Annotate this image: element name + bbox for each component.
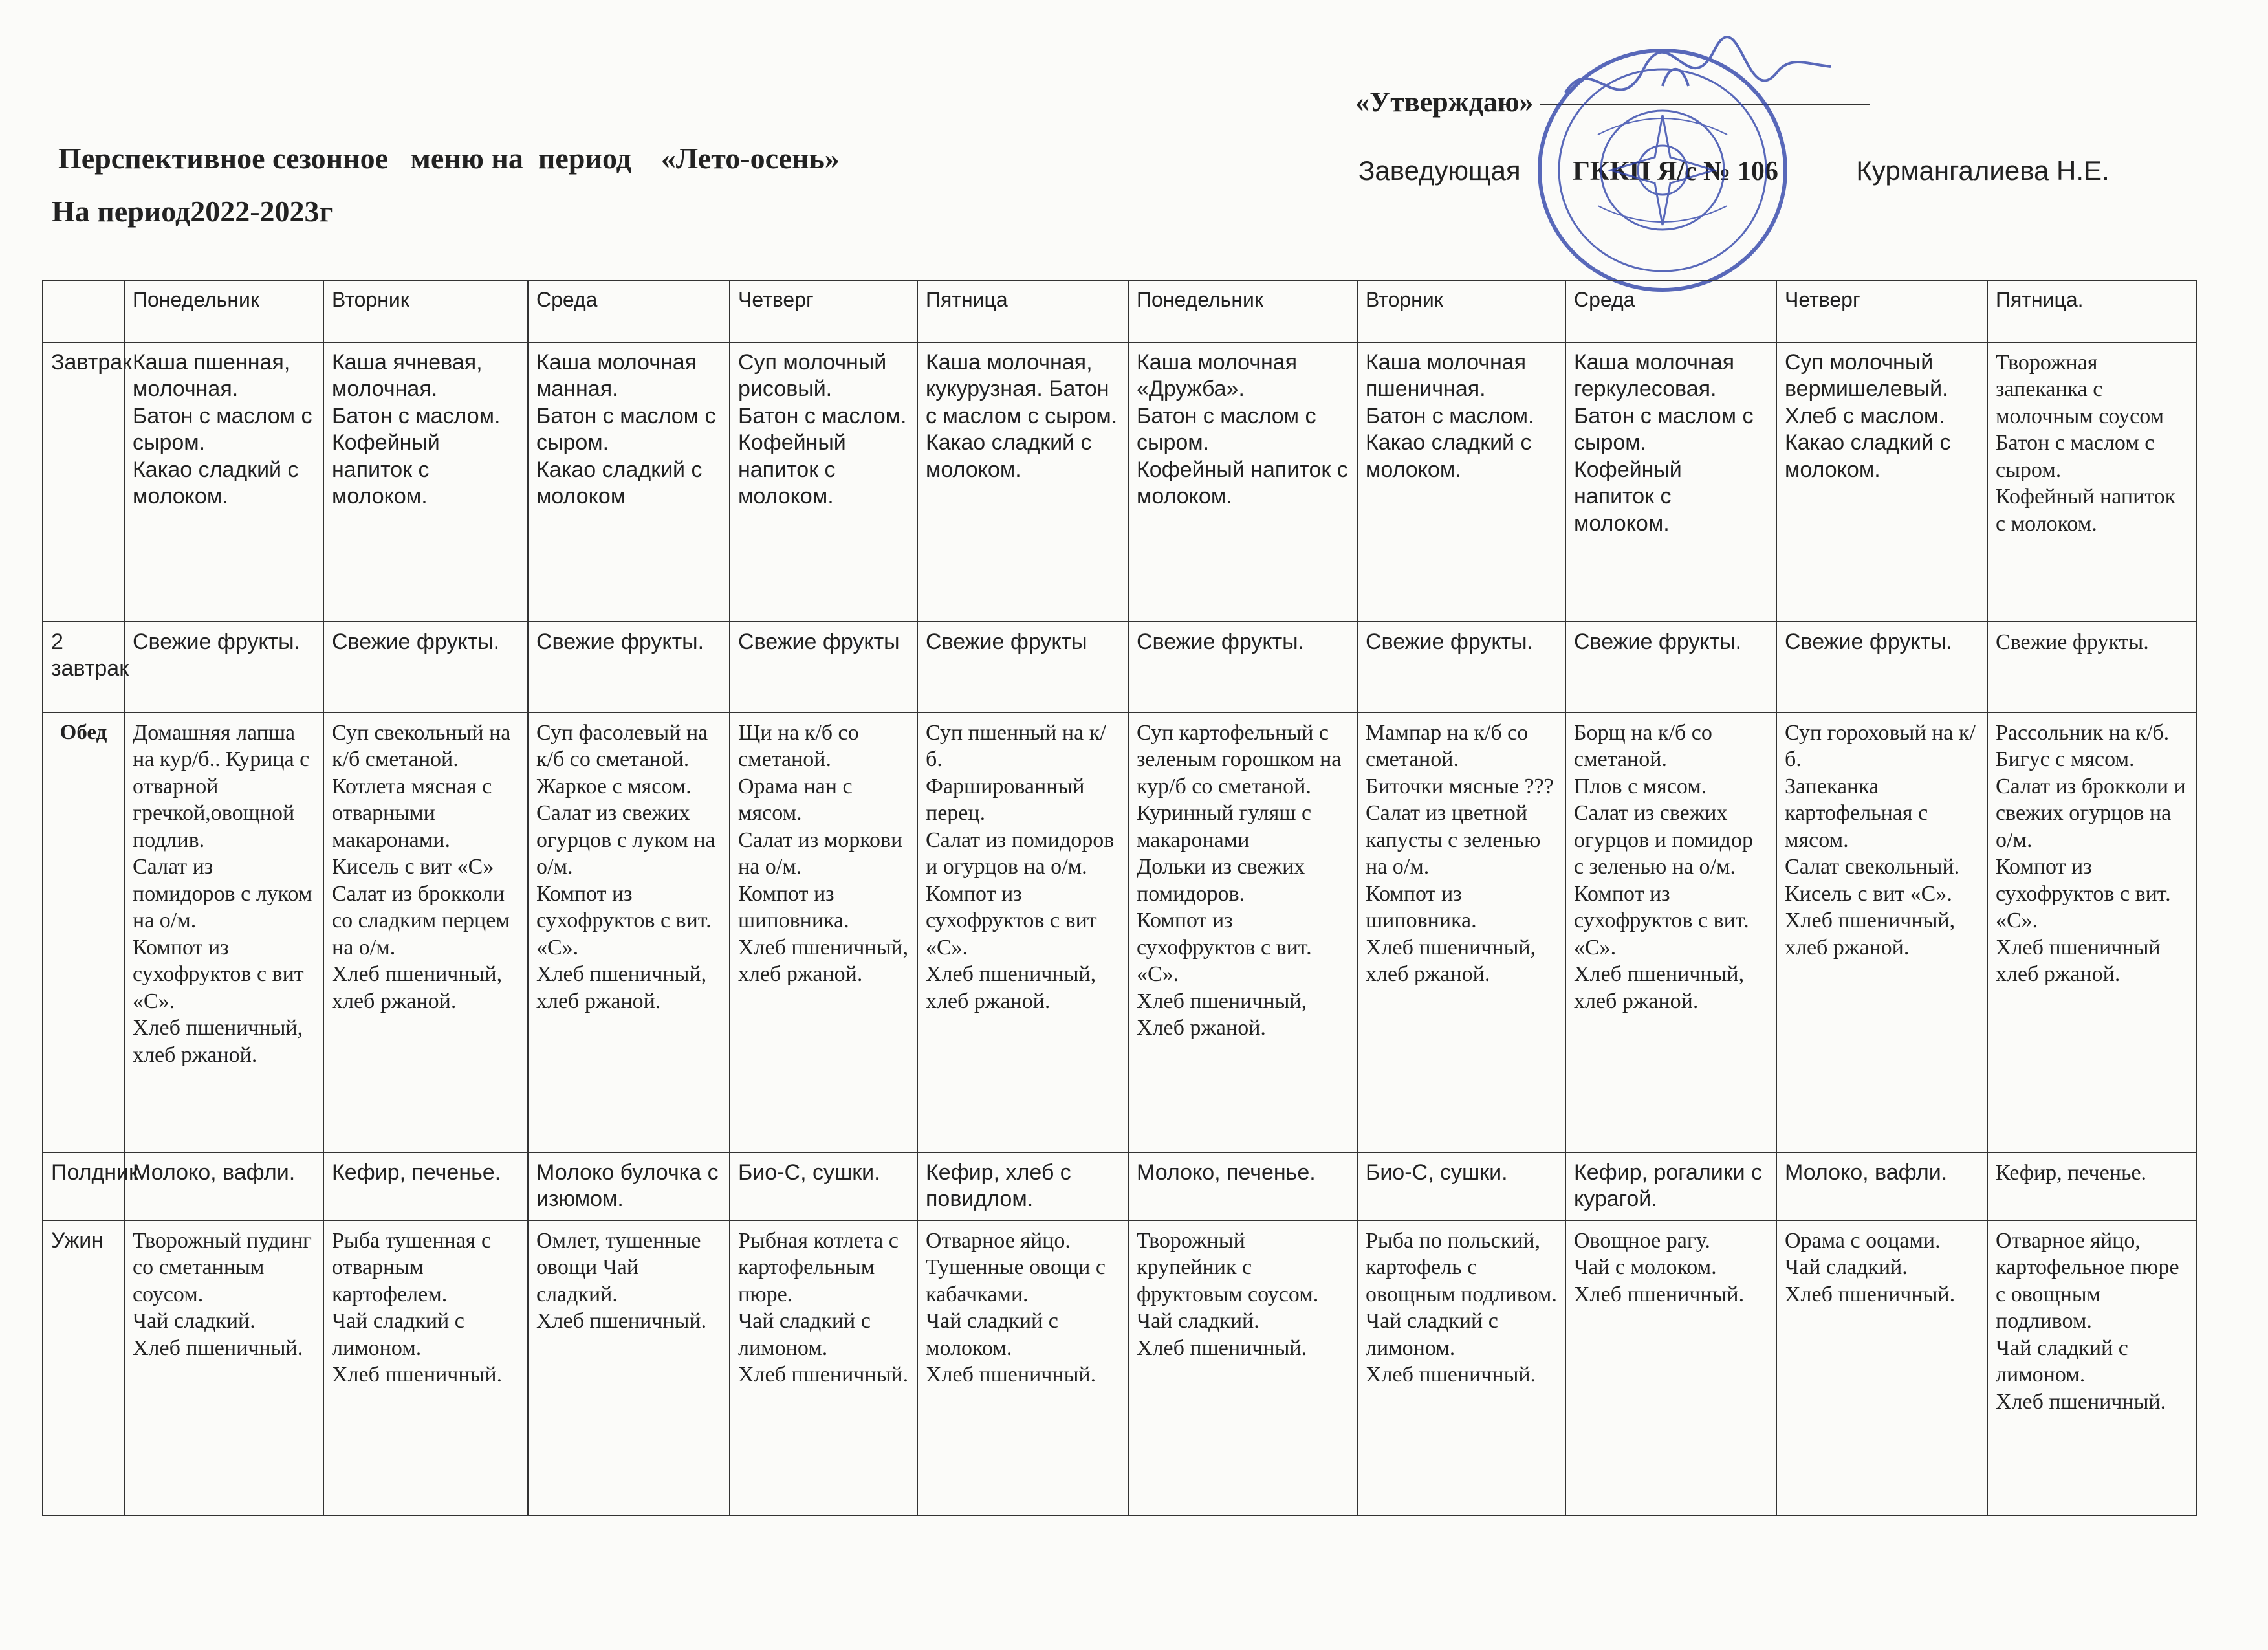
menu-cell: Мампар на к/б со сметаной. Биточки мясные ??? Салат из цветной капусты с зеленью на о/м. Компот из шиповника. Хлеб пшеничный, хлеб ржаной. <box>1357 712 1565 1152</box>
menu-cell: Свежие фрукты. <box>323 622 528 712</box>
approval-label: «Утверждаю» <box>1355 86 1534 118</box>
lunch-row <box>43 712 2197 1152</box>
menu-cell: Свежие фрукты. <box>528 622 730 712</box>
menu-cell: Суп молочный вермишелевый. Хлеб с маслом. Какао сладкий с молоком. <box>1776 342 1987 622</box>
day-header: Вторник <box>1357 280 1565 342</box>
meal-label: Ужин <box>43 1220 124 1515</box>
meal-label: Завтрак <box>43 342 124 622</box>
menu-cell: Био-С, сушки. <box>730 1152 917 1220</box>
menu-cell: Рыбная котлета с картофельным пюре. Чай сладкий с лимоном. Хлеб пшеничный. <box>730 1220 917 1515</box>
menu-cell: Отварное яйцо, картофельное пюре с овощным подливом. Чай сладкий с лимоном. Хлеб пшеничный. <box>1987 1220 2197 1515</box>
menu-cell: Молоко булочка с изюмом. <box>528 1152 730 1220</box>
corner-cell <box>43 280 124 342</box>
menu-cell: Кефир, рогалики с курагой. <box>1565 1152 1776 1220</box>
menu-table <box>42 280 2197 1516</box>
menu-cell: Творожная запеканка с молочным соусом Батон с маслом с сыром. Кофейный напиток с молоком. <box>1987 342 2197 622</box>
menu-cell: Каша молочная геркулесовая. Батон с маслом с сыром. Кофейный напиток с молоком. <box>1565 342 1776 622</box>
menu-cell: Суп свекольный на к/б сметаной. Котлета мясная с отварными макаронами. Кисель с вит «С» Салат из брокколи со сладким перцем на о/м. Хлеб пшеничный, хлеб ржаной. <box>323 712 528 1152</box>
day-header: Вторник <box>323 280 528 342</box>
menu-cell: Суп картофельный с зеленым горошком на кур/б со сметаной. Куринный гуляш с макаронами Дольки из свежих помидоров. Компот из сухофруктов с вит. «С». Хлеб пшеничный, Хлеб ржаной. <box>1128 712 1357 1152</box>
day-header: Четверг <box>730 280 917 342</box>
menu-cell: Суп гороховый на к/б. Запеканка картофельная с мясом. Салат свекольный. Кисель с вит «С». Хлеб пшеничный, хлеб ржаной. <box>1776 712 1987 1152</box>
approver-role: Заведующая <box>1358 155 1521 186</box>
menu-cell: Творожный пудинг со сметанным соусом. Чай сладкий. Хлеб пшеничный. <box>124 1220 323 1515</box>
menu-cell: Отварное яйцо. Тушенные овощи с кабачками. Чай сладкий с молоком. Хлеб пшеничный. <box>917 1220 1128 1515</box>
menu-cell: Суп молочный рисовый. Батон с маслом. Кофейный напиток с молоком. <box>730 342 917 622</box>
meal-label: Обед <box>43 712 124 1152</box>
dinner-row <box>43 1220 2197 1515</box>
menu-cell: Каша ячневая, молочная. Батон с маслом. Кофейный напиток с молоком. <box>323 342 528 622</box>
document-period: На период2022-2023г <box>52 195 333 228</box>
menu-cell: Домашняя лапша на кур/б.. Курица с отварной гречкой,овощной подлив. Салат из помидоров с луком на о/м. Компот из сухофруктов с вит «С». Хлеб пшеничный, хлеб ржаной. <box>124 712 323 1152</box>
menu-cell: Каша молочная пшеничная. Батон с маслом. Какао сладкий с молоком. <box>1357 342 1565 622</box>
menu-cell: Творожный крупейник с фруктовым соусом. Чай сладкий. Хлеб пшеничный. <box>1128 1220 1357 1515</box>
menu-cell: Щи на к/б со сметаной. Орама нан с мясом. Салат из моркови на о/м. Компот из шиповника. Хлеб пшеничный, хлеб ржаной. <box>730 712 917 1152</box>
afternoon-snack-row <box>43 1152 2197 1220</box>
menu-cell: Каша пшенная, молочная. Батон с маслом с сыром. Какао сладкий с молоком. <box>124 342 323 622</box>
table-header-row <box>43 280 2197 342</box>
menu-cell: Орама с ооцами. Чай сладкий. Хлеб пшеничный. <box>1776 1220 1987 1515</box>
menu-cell: Каша молочная манная. Батон с маслом с сыром. Какао сладкий с молоком <box>528 342 730 622</box>
menu-cell: Свежие фрукты. <box>1565 622 1776 712</box>
day-header: Четверг <box>1776 280 1987 342</box>
menu-cell: Кефир, печенье. <box>323 1152 528 1220</box>
menu-cell: Каша молочная, кукурузная. Батон с маслом с сыром. Какао сладкий с молоком. <box>917 342 1128 622</box>
menu-cell: Свежие фрукты. <box>1987 622 2197 712</box>
meal-label: Полдник <box>43 1152 124 1220</box>
menu-cell: Омлет, тушенные овощи Чай сладкий. Хлеб пшеничный. <box>528 1220 730 1515</box>
menu-cell: Свежие фрукты. <box>1357 622 1565 712</box>
approver-name: Курмангалиева Н.Е. <box>1856 155 2110 186</box>
meal-label: 2 завтрак <box>43 622 124 712</box>
menu-cell: Рыба по польский, картофель с овощным подливом. Чай сладкий с лимоном. Хлеб пшеничный. <box>1357 1220 1565 1515</box>
menu-cell: Кефир, печенье. <box>1987 1152 2197 1220</box>
menu-cell: Свежие фрукты <box>730 622 917 712</box>
second-breakfast-row <box>43 622 2197 712</box>
day-header: Пятница <box>917 280 1128 342</box>
menu-cell: Био-С, сушки. <box>1357 1152 1565 1220</box>
menu-cell: Свежие фрукты <box>917 622 1128 712</box>
day-header: Понедельник <box>124 280 323 342</box>
menu-cell: Свежие фрукты. <box>1128 622 1357 712</box>
menu-cell: Свежие фрукты. <box>1776 622 1987 712</box>
menu-cell: Овощное рагу. Чай с молоком. Хлеб пшеничный. <box>1565 1220 1776 1515</box>
day-header: Пятница. <box>1987 280 2197 342</box>
breakfast-row <box>43 342 2197 622</box>
menu-cell: Рассольник на к/б. Бигус с мясом. Салат из брокколи и свежих огурцов на о/м. Компот из сухофруктов с вит. «С». Хлеб пшеничный хлеб ржаной. <box>1987 712 2197 1152</box>
day-header: Понедельник <box>1128 280 1357 342</box>
document-title: Перспективное сезонное меню на период «Лето-осень» <box>58 142 840 175</box>
menu-cell: Молоко, вафли. <box>1776 1152 1987 1220</box>
menu-cell: Свежие фрукты. <box>124 622 323 712</box>
official-seal-stamp <box>1468 25 1857 303</box>
menu-cell: Суп фасолевый на к/б со сметаной. Жаркое с мясом. Салат из свежих огурцов с луком на о/м. Компот из сухофруктов с вит. «С». Хлеб пшеничный, хлеб ржаной. <box>528 712 730 1152</box>
menu-cell: Кефир, хлеб с повидлом. <box>917 1152 1128 1220</box>
menu-cell: Молоко, печенье. <box>1128 1152 1357 1220</box>
approver-organization: ГККП Я/с № 106 <box>1573 157 1778 186</box>
day-header: Среда <box>528 280 730 342</box>
menu-cell: Борщ на к/б со сметаной. Плов с мясом. Салат из свежих огурцов и помидор с зеленью на о/м. Компот из сухофруктов с вит. «С». Хлеб пшеничный, хлеб ржаной. <box>1565 712 1776 1152</box>
menu-cell: Каша молочная «Дружба». Батон с маслом с сыром. Кофейный напиток с молоком. <box>1128 342 1357 622</box>
menu-cell: Суп пшенный на к/б. Фаршированный перец. Салат из помидоров и огурцов на о/м. Компот из сухофруктов с вит «С». Хлеб пшеничный, хлеб ржаной. <box>917 712 1128 1152</box>
menu-cell: Молоко, вафли. <box>124 1152 323 1220</box>
menu-cell: Рыба тушенная с отварным картофелем. Чай сладкий с лимоном. Хлеб пшеничный. <box>323 1220 528 1515</box>
day-header: Среда <box>1565 280 1776 342</box>
